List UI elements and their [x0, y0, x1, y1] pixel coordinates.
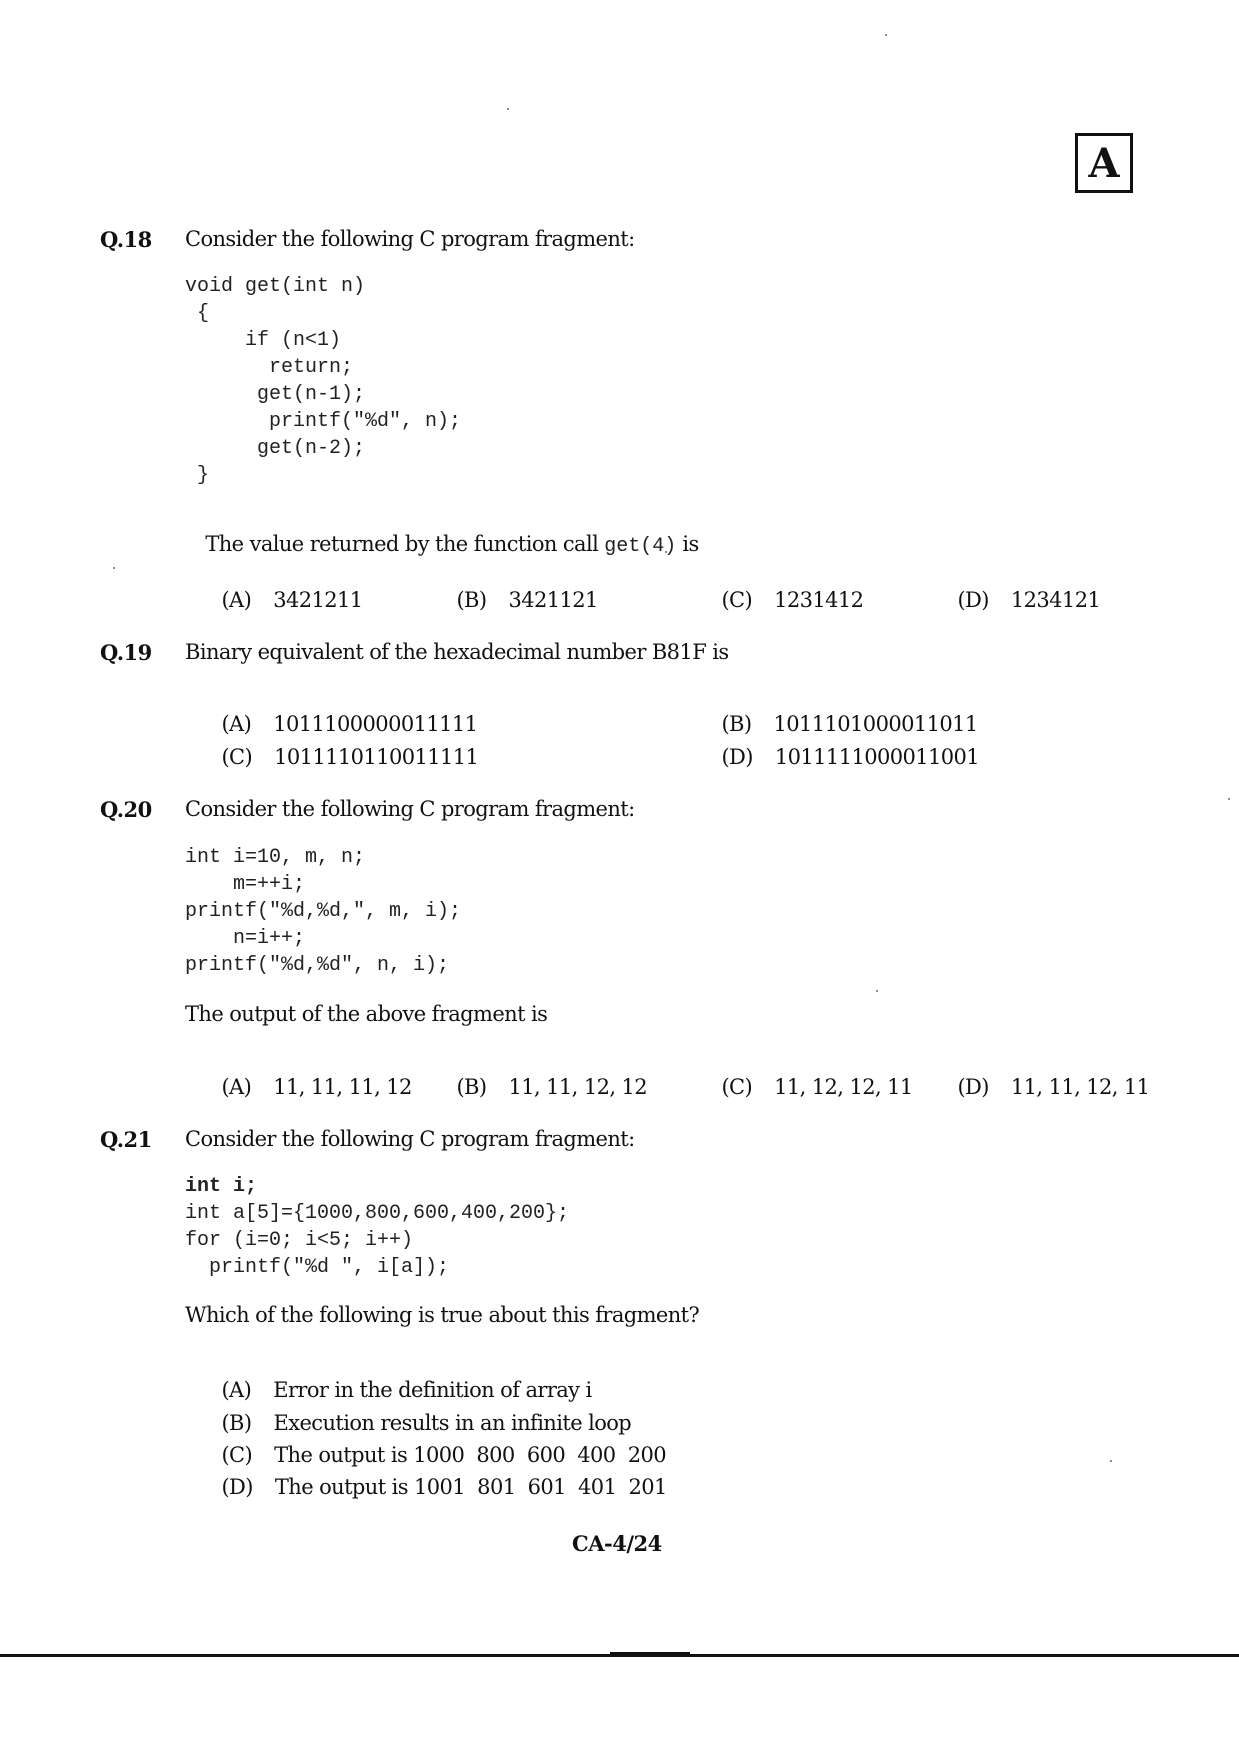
question-prompt: The output of the above fragment is	[185, 1002, 548, 1026]
code-line: get(n-2);	[185, 437, 366, 460]
option-label: (D)	[721, 745, 753, 769]
option-d[interactable]	[685, 721, 979, 793]
option-d[interactable]	[921, 1051, 1149, 1123]
option-label: (B)	[221, 1411, 252, 1435]
option-b[interactable]	[420, 564, 598, 636]
option-text: 11, 11, 11, 12	[273, 1075, 412, 1099]
question-stem: Consider the following C program fragment:	[185, 1127, 635, 1151]
option-label: (D)	[221, 1475, 253, 1499]
question-prompt: Which of the following is true about this fragment?	[185, 1303, 700, 1327]
question-number: Q.19	[100, 640, 152, 665]
option-text: 1011111000011001	[774, 745, 980, 769]
scan-speck	[885, 34, 887, 36]
scan-speck	[507, 108, 509, 110]
code-line: printf("%d ", i[a]);	[185, 1256, 450, 1279]
code-line: printf("%d", n);	[185, 410, 462, 433]
option-text: 11, 11, 12, 11	[1010, 1075, 1150, 1099]
option-label: (C)	[221, 1443, 253, 1467]
option-label: (A)	[221, 1378, 252, 1402]
code-line: if (n<1)	[185, 329, 342, 352]
option-label: (B)	[721, 712, 752, 736]
code-line: printf("%d,%d,", m, i);	[185, 900, 462, 923]
prompt-code: get(4)	[604, 535, 677, 558]
option-text: Error in the definition of array i	[273, 1378, 592, 1402]
option-label: (A)	[221, 1075, 252, 1099]
page-code: CA-4/24	[572, 1531, 662, 1556]
option-text: 1011110110011111	[274, 745, 479, 769]
scan-speck	[876, 990, 878, 992]
option-text: 1234121	[1010, 588, 1101, 612]
option-label: (D)	[957, 588, 989, 612]
code-line: return;	[185, 356, 354, 379]
option-text: The output is 1001 801 601 401 201	[274, 1475, 667, 1499]
option-label: (B)	[456, 1075, 487, 1099]
option-label: (D)	[957, 1075, 989, 1099]
option-label: (C)	[721, 1075, 753, 1099]
option-b[interactable]	[420, 1051, 647, 1123]
question-stem: Consider the following C program fragment:	[185, 797, 635, 821]
scan-speck	[1110, 1460, 1112, 1462]
code-line: m=++i;	[185, 873, 306, 896]
option-text: The output is 1000 800 600 400 200	[274, 1443, 666, 1467]
option-d[interactable]	[921, 564, 1100, 636]
option-text: 1231412	[774, 588, 864, 612]
question-number: Q.18	[100, 227, 152, 252]
set-letter: A	[1088, 139, 1120, 187]
option-text: Execution results in an infinite loop	[273, 1411, 632, 1435]
code-line: void get(int n)	[185, 275, 366, 298]
option-text: 1011100000011111	[273, 712, 478, 736]
option-label: (B)	[456, 588, 487, 612]
code-line: printf("%d,%d", n, i);	[185, 954, 450, 977]
code-line: {	[185, 302, 210, 325]
code-line: for (i=0; i<5; i++)	[185, 1229, 414, 1252]
scan-speck	[1228, 798, 1230, 800]
option-label: (C)	[221, 745, 253, 769]
option-text: 1011101000011011	[773, 712, 978, 736]
option-c[interactable]	[685, 564, 863, 636]
bottom-rule-thick-segment	[610, 1652, 690, 1656]
code-line: get(n-1);	[185, 383, 366, 406]
option-text: 11, 11, 12, 12	[508, 1075, 648, 1099]
question-number: Q.21	[100, 1127, 152, 1152]
question-stem: Consider the following C program fragment:	[185, 227, 635, 251]
option-d[interactable]	[185, 1451, 667, 1523]
option-a[interactable]	[185, 1051, 412, 1123]
option-label: (C)	[721, 588, 753, 612]
option-c[interactable]	[685, 1051, 913, 1123]
question-stem: Binary equivalent of the hexadecimal number B81F is	[185, 640, 729, 664]
option-text: 11, 12, 12, 11	[774, 1075, 913, 1099]
code-line: n=i++;	[185, 927, 306, 950]
option-text: 3421211	[273, 588, 363, 612]
option-label: (A)	[221, 588, 252, 612]
prompt-tail: is	[676, 532, 699, 556]
code-line: }	[185, 464, 210, 487]
prompt-text: The value returned by the function call	[205, 532, 605, 556]
code-line: int a[5]={1000,800,600,400,200};	[185, 1202, 570, 1225]
question-number: Q.20	[100, 797, 152, 822]
option-text: 3421121	[508, 588, 598, 612]
option-c[interactable]	[185, 721, 478, 793]
question-set-label	[1075, 133, 1133, 193]
option-label: (A)	[221, 712, 252, 736]
scan-speck	[113, 567, 115, 569]
code-line: int i;	[185, 1175, 258, 1198]
option-a[interactable]	[185, 564, 363, 636]
code-line: int i=10, m, n;	[185, 846, 366, 869]
